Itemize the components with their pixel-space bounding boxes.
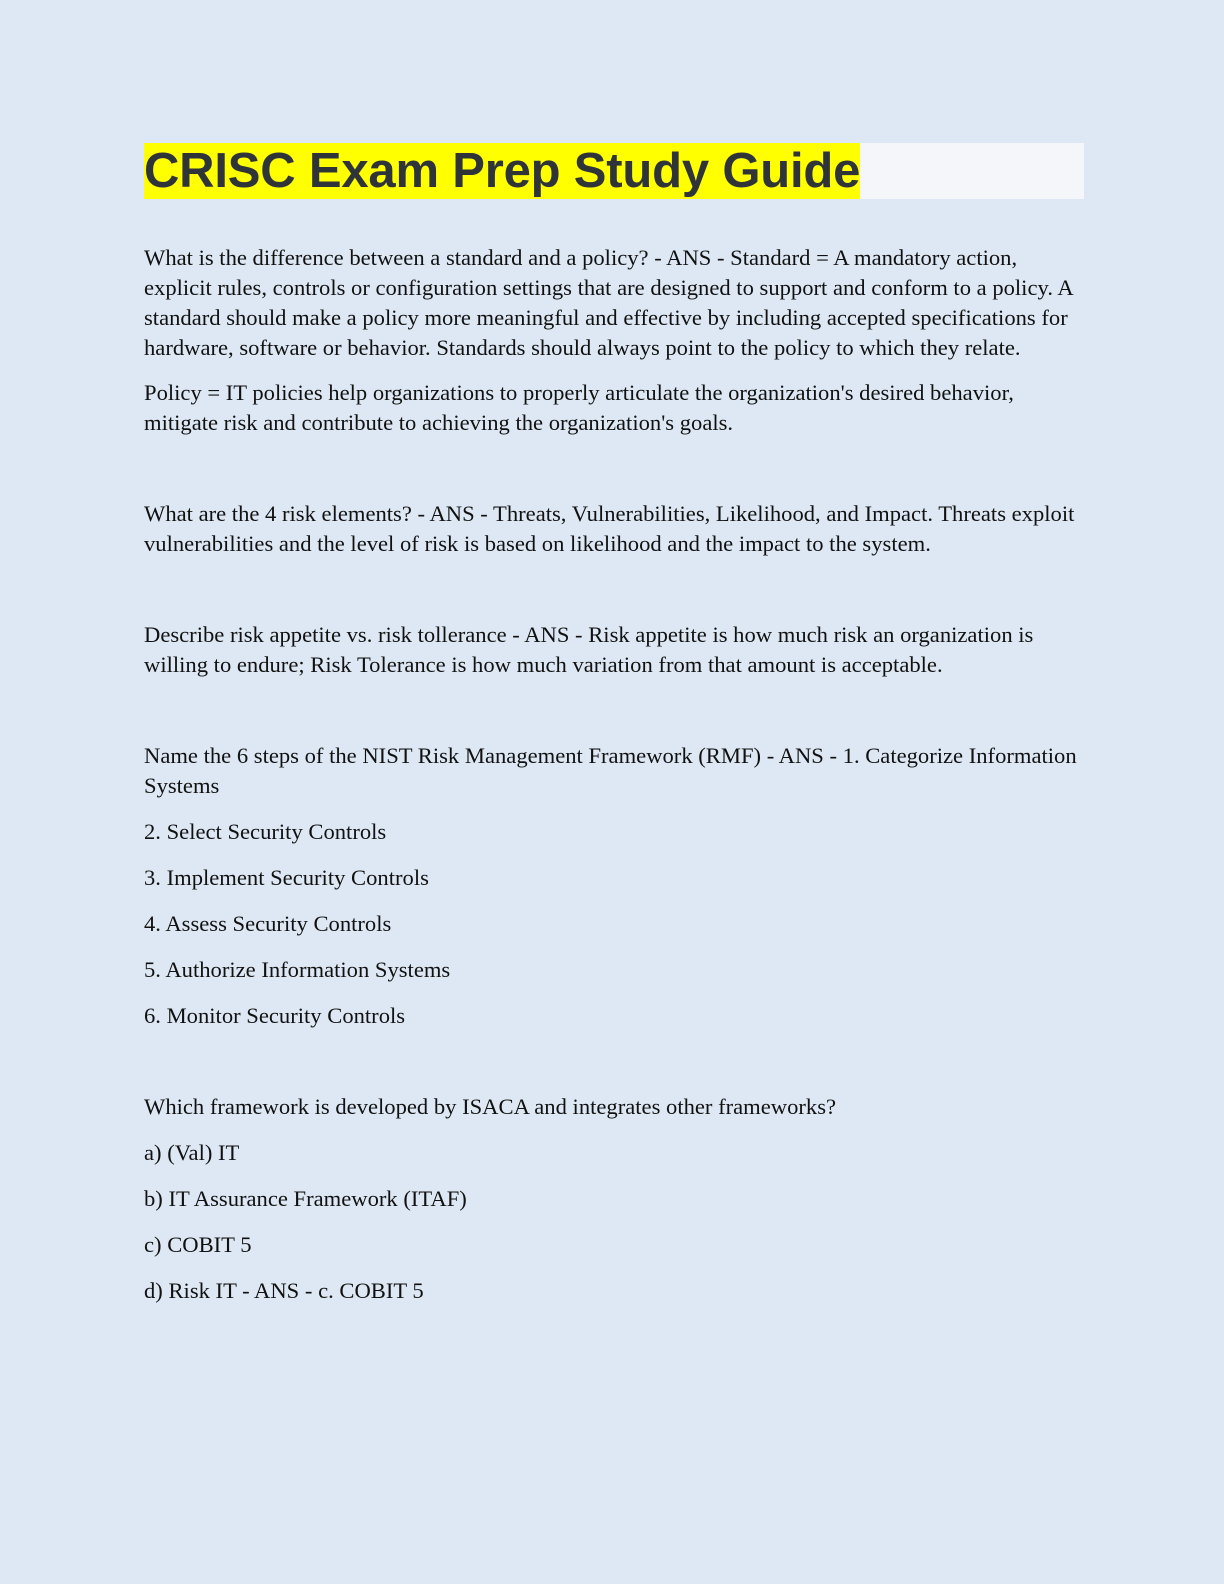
document-page	[144, 143, 1084, 1306]
qa-block-nist-rmf	[144, 741, 1084, 1031]
title-bar	[144, 143, 1084, 199]
qa-block-standard-vs-policy	[144, 243, 1084, 438]
document-content	[144, 243, 1084, 1306]
option-a: a) (Val) IT	[144, 1140, 240, 1165]
list-item: 4. Assess Security Controls	[144, 911, 392, 936]
qa-block-isaca-framework	[144, 1092, 1084, 1306]
qa-block-risk-elements	[144, 499, 1084, 559]
question-paragraph: Describe risk appetite vs. risk tollerance - ANS - Risk appetite is how much risk an organization is willing to endure; Risk Tolerance is how much variation from that amount is acceptable.	[144, 622, 1034, 677]
qa-block-risk-appetite	[144, 620, 1084, 680]
option-b: b) IT Assurance Framework (ITAF)	[144, 1186, 467, 1211]
list-item: 2. Select Security Controls	[144, 819, 387, 844]
page-title: CRISC Exam Prep Study Guide	[144, 144, 861, 198]
option-d-answer: d) Risk IT - ANS - c. COBIT 5	[144, 1278, 424, 1303]
list-item: 6. Monitor Security Controls	[144, 1003, 406, 1028]
question-paragraph: Name the 6 steps of the NIST Risk Management Framework (RMF) - ANS - 1. Categorize Information Systems	[144, 743, 1077, 798]
list-item: 3. Implement Security Controls	[144, 865, 429, 890]
question-paragraph: What is the difference between a standard and a policy? - ANS - Standard = A mandatory action, explicit rules, controls or configuration settings that are designed to support and conform to a policy. A standard should make a policy more meaningful and effective by including accepted specifications for hardware, software or behavior. Standards should always point to the policy to which they relate.	[144, 245, 1073, 360]
question-paragraph: Which framework is developed by ISACA and integrates other frameworks?	[144, 1094, 837, 1119]
answer-paragraph: Policy = IT policies help organizations to properly articulate the organization's desired behavior, mitigate risk and contribute to achieving the organization's goals.	[144, 380, 1014, 435]
option-c: c) COBIT 5	[144, 1232, 252, 1257]
list-item: 5. Authorize Information Systems	[144, 957, 451, 982]
question-paragraph: What are the 4 risk elements? - ANS - Threats, Vulnerabilities, Likelihood, and Impact. Threats exploit vulnerabilities and the level of risk is based on likelihood and the impact to the system.	[144, 501, 1075, 556]
